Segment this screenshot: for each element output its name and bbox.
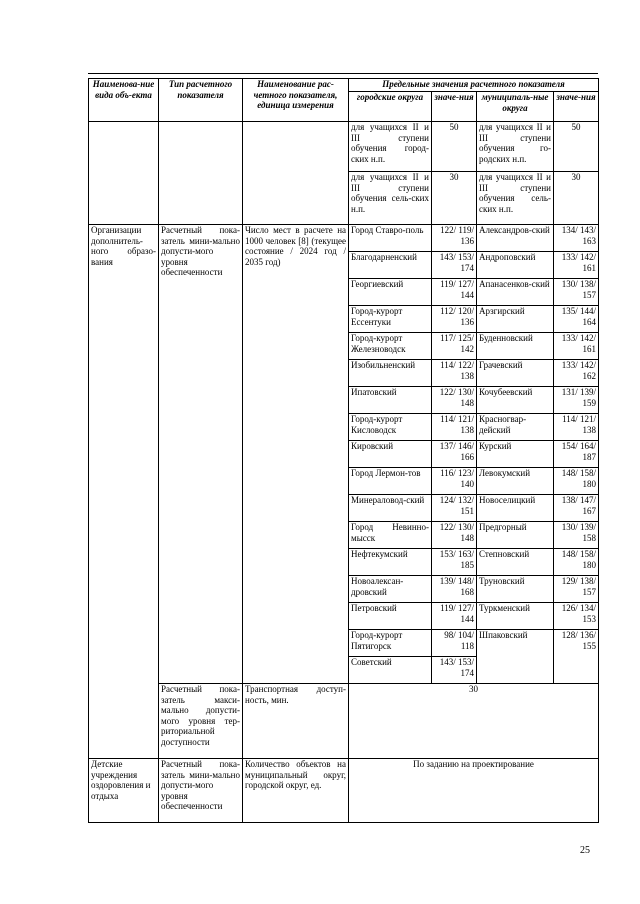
cell-urban-district: Советский bbox=[349, 657, 432, 684]
cell-municipal-district: Арзгирский bbox=[477, 306, 554, 333]
cell-urban-value: 112/ 120/ 136 bbox=[432, 306, 477, 333]
page-number: 25 bbox=[580, 845, 590, 856]
cell-urban-value: 122/ 130/ 148 bbox=[432, 387, 477, 414]
cell-urban-district: Минераловод-ский bbox=[349, 495, 432, 522]
cell-urban-value: 50 bbox=[432, 122, 477, 172]
indicator-name-cell: Число мест в расчете на 1000 человек [8] (текущее состояние / 2024 год / 2035 год) bbox=[243, 225, 349, 684]
cell-municipal-value: 135/ 144/ 164 bbox=[554, 306, 599, 333]
cell-municipal-value: 130/ 138/ 157 bbox=[554, 279, 599, 306]
cell-urban-district: Город-курорт Железноводск bbox=[349, 333, 432, 360]
cell-municipal-district: Новоселицкий bbox=[477, 495, 554, 522]
cell-urban-district: Город Невинно-мысск bbox=[349, 522, 432, 549]
cell-urban-district: Новоалексан-дровский bbox=[349, 576, 432, 603]
cell-urban-district: для учащихся II и III ступени обучения город-ских н.п. bbox=[349, 122, 432, 172]
cell-urban-value: 143/ 153/ 174 bbox=[432, 252, 477, 279]
cell-municipal-district: для учащихся II и III ступени обучения сель-ских н.п. bbox=[477, 172, 554, 225]
cell-municipal-district: Предгорный bbox=[477, 522, 554, 549]
cell-urban-district: Город-курорт Пятигорск bbox=[349, 630, 432, 657]
cell-municipal-district: Грачевский bbox=[477, 360, 554, 387]
cell-municipal-district: Андроповский bbox=[477, 252, 554, 279]
cell-municipal-district: Левокумский bbox=[477, 468, 554, 495]
value-cell: 30 bbox=[349, 684, 599, 759]
cell-urban-value: 116/ 123/ 140 bbox=[432, 468, 477, 495]
cell-municipal-district: Красногвар-дейский bbox=[477, 414, 554, 441]
header-indicator-name: Наименование рас-четного показателя, единица измерения bbox=[243, 79, 349, 122]
cell-municipal-district: для учащихся II и III ступени обучения го-родских н.п. bbox=[477, 122, 554, 172]
cell-urban-district: для учащихся II и III ступени обучения сель-ских н.п. bbox=[349, 172, 432, 225]
cell-municipal-district: Александров-ский bbox=[477, 225, 554, 252]
indicator-type-cell: Расчетный пока-затель мини-мально допусти-мого уровня обеспеченности bbox=[159, 225, 243, 684]
indicator-type-cell: Расчетный пока-затель макси-мально допусти-мого уровня тер-риториальной доступности bbox=[159, 684, 243, 759]
cell-municipal-district: Труновский bbox=[477, 576, 554, 603]
cell-urban-value: 114/ 122/ 138 bbox=[432, 360, 477, 387]
cell-urban-value: 143/ 153/ 174 bbox=[432, 657, 477, 684]
cell-municipal-value: 154/ 164/ 187 bbox=[554, 441, 599, 468]
cell-municipal-value: 148/ 158/ 180 bbox=[554, 549, 599, 576]
header-urban-districts: городские округа bbox=[349, 92, 432, 122]
table-row bbox=[89, 759, 599, 823]
cell-municipal-district: Кочубеевский bbox=[477, 387, 554, 414]
cell-municipal-value: 128/ 136/ 155 bbox=[554, 630, 599, 684]
cell-municipal-district: Степновский bbox=[477, 549, 554, 576]
cell-urban-value: 98/ 104/ 118 bbox=[432, 630, 477, 657]
table-row bbox=[89, 225, 599, 252]
cell-municipal-district: Шпаковский bbox=[477, 630, 554, 684]
cell-municipal-value: 134/ 143/ 163 bbox=[554, 225, 599, 252]
cell-urban-value: 124/ 132/ 151 bbox=[432, 495, 477, 522]
cell-urban-value: 122/ 119/ 136 bbox=[432, 225, 477, 252]
cell-municipal-value: 50 bbox=[554, 122, 599, 172]
object-type-cell: Детские учреждения оздоровления и отдыха bbox=[89, 759, 159, 823]
cell-urban-value: 114/ 121/ 138 bbox=[432, 414, 477, 441]
cell-urban-district: Ипатовский bbox=[349, 387, 432, 414]
header-municipal-districts: муниципаль-ные округа bbox=[477, 92, 554, 122]
object-type-cell: Организации дополнитель-ного образо-вания bbox=[89, 225, 159, 759]
cell-urban-value: 137/ 146/ 166 bbox=[432, 441, 477, 468]
table-row bbox=[89, 684, 599, 759]
header-object-type: Наименова-ние вида объ-екта bbox=[89, 79, 159, 122]
header-values-municipal: значе-ния bbox=[554, 92, 599, 122]
cell-municipal-district: Буденновский bbox=[477, 333, 554, 360]
cell-urban-district: Благодарненский bbox=[349, 252, 432, 279]
cell-municipal-value: 138/ 147/ 167 bbox=[554, 495, 599, 522]
cell-urban-value: 139/ 148/ 168 bbox=[432, 576, 477, 603]
indicator-name-cell: Количество объектов на муниципальный округ, городской округ, ед. bbox=[243, 759, 349, 823]
cell-urban-value: 153/ 163/ 185 bbox=[432, 549, 477, 576]
standards-table bbox=[88, 78, 599, 823]
cell-urban-district: Изобильненский bbox=[349, 360, 432, 387]
cell-urban-value: 122/ 130/ 148 bbox=[432, 522, 477, 549]
indicator-name-cell: Транспортная доступ-ность, мин. bbox=[243, 684, 349, 759]
cell-empty bbox=[89, 122, 159, 225]
cell-municipal-value: 133/ 142/ 162 bbox=[554, 360, 599, 387]
cell-municipal-value: 133/ 142/ 161 bbox=[554, 333, 599, 360]
cell-municipal-value: 133/ 142/ 161 bbox=[554, 252, 599, 279]
cell-urban-value: 119/ 127/ 144 bbox=[432, 279, 477, 306]
cell-urban-value: 119/ 127/ 144 bbox=[432, 603, 477, 630]
cell-urban-district: Нефтекумский bbox=[349, 549, 432, 576]
cell-urban-district: Кировский bbox=[349, 441, 432, 468]
cell-municipal-district: Апанасенков-ский bbox=[477, 279, 554, 306]
indicator-type-cell: Расчетный пока-затель мини-мально допусти-мого уровня обеспеченности bbox=[159, 759, 243, 823]
cell-urban-district: Город-курорт Ессентуки bbox=[349, 306, 432, 333]
header-values-urban: значе-ния bbox=[432, 92, 477, 122]
cell-municipal-value: 148/ 158/ 180 bbox=[554, 468, 599, 495]
cell-municipal-district: Курский bbox=[477, 441, 554, 468]
cell-urban-value: 30 bbox=[432, 172, 477, 225]
cell-urban-district: Город Ставро-поль bbox=[349, 225, 432, 252]
top-rule bbox=[88, 73, 598, 74]
header-limit-values: Предельные значения расчетного показателя bbox=[349, 79, 599, 92]
cell-municipal-value: 130/ 139/ 158 bbox=[554, 522, 599, 549]
cell-municipal-district: Туркменский bbox=[477, 603, 554, 630]
cell-urban-value: 117/ 125/ 142 bbox=[432, 333, 477, 360]
cell-urban-district: Город Лермон-тов bbox=[349, 468, 432, 495]
table-row bbox=[89, 122, 599, 172]
cell-municipal-value: 131/ 139/ 159 bbox=[554, 387, 599, 414]
cell-urban-district: Город-курорт Кисловодск bbox=[349, 414, 432, 441]
cell-empty bbox=[159, 122, 243, 225]
cell-empty bbox=[243, 122, 349, 225]
cell-urban-district: Петровский bbox=[349, 603, 432, 630]
cell-municipal-value: 114/ 121/ 138 bbox=[554, 414, 599, 441]
cell-municipal-value: 129/ 138/ 157 bbox=[554, 576, 599, 603]
cell-municipal-value: 30 bbox=[554, 172, 599, 225]
cell-municipal-value: 126/ 134/ 153 bbox=[554, 603, 599, 630]
value-cell: По заданию на проектирование bbox=[349, 759, 599, 823]
header-indicator-type: Тип расчетного показателя bbox=[159, 79, 243, 122]
cell-urban-district: Георгиевский bbox=[349, 279, 432, 306]
